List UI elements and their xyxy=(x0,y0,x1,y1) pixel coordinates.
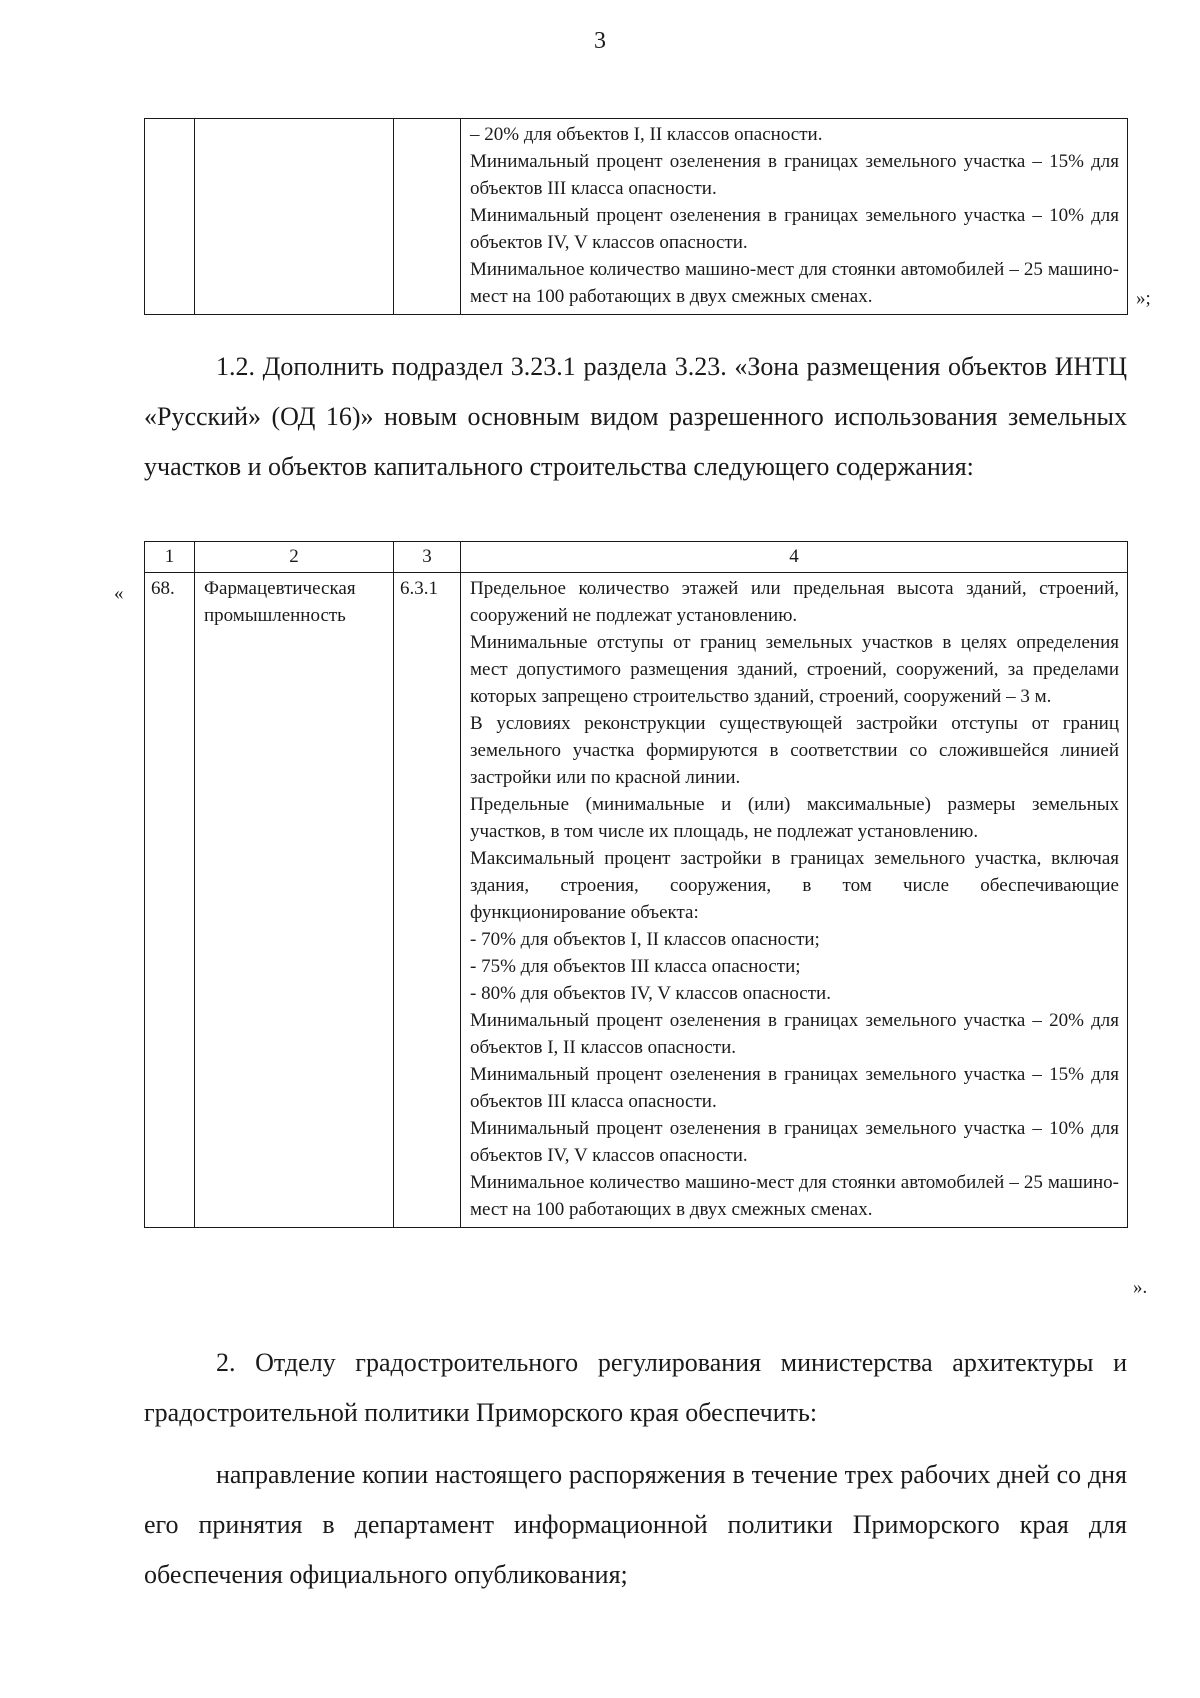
closing-quote: »; xyxy=(1136,288,1151,309)
paragraph-2: 2. Отделу градостроительного регулирования министерства архитектуры и градостроительной политики Приморского края обеспечить: xyxy=(144,1348,1127,1427)
cell-number: 68. xyxy=(145,573,195,1228)
cell-number xyxy=(145,119,195,315)
cell-description xyxy=(461,573,1128,1228)
description-line: - 80% для объектов IV, V классов опасности. xyxy=(470,983,831,1004)
opening-quote: « xyxy=(114,583,124,604)
cell-code xyxy=(394,119,461,315)
header-col-2: 2 xyxy=(195,542,394,573)
description-line: Минимальный процент озеленения в границах земельного участка – 15% для объектов III класса опасности. xyxy=(470,1064,1119,1112)
table-new-use xyxy=(144,541,1128,1228)
table-header-row xyxy=(145,542,1128,573)
cell-code: 6.3.1 xyxy=(394,573,461,1228)
closing-quote: ». xyxy=(1133,1277,1148,1298)
description-line: Максимальный процент застройки в границах земельного участка, включая здания, строения, сооружения, в том числе обеспечивающие функционирование объекта: xyxy=(470,848,1119,923)
description-line: Минимальный процент озеленения в границах земельного участка – 20% для объектов I, II классов опасности. xyxy=(470,1010,1119,1058)
description-line: Минимальный процент озеленения в границах земельного участка – 15% для объектов III класса опасности. xyxy=(470,151,1119,199)
description-line: Минимальный процент озеленения в границах земельного участка – 10% для объектов IV, V классов опасности. xyxy=(470,1118,1119,1166)
cell-description xyxy=(461,119,1128,315)
table-row xyxy=(145,573,1128,1228)
description-line: Минимальное количество машино-мест для стоянки автомобилей – 25 машино-мест на 100 работающих в двух смежных сменах. xyxy=(470,259,1119,307)
header-col-4: 4 xyxy=(461,542,1128,573)
header-col-1: 1 xyxy=(145,542,195,573)
header-col-3: 3 xyxy=(394,542,461,573)
description-line: Минимальное количество машино-мест для стоянки автомобилей – 25 машино-мест на 100 работающих в двух смежных сменах. xyxy=(470,1172,1119,1220)
description-line: – 20% для объектов I, II классов опасности. xyxy=(470,124,823,145)
description-line: Предельные (минимальные и (или) максимальные) размеры земельных участков, в том числе их площадь, не подлежат установлению. xyxy=(470,794,1119,842)
cell-name xyxy=(195,119,394,315)
description-line: Минимальные отступы от границ земельных участков в целях определения мест допустимого размещения зданий, строений, сооружений, за пределами которых запрещено строительство зданий, строений, сооружений – 3 м. xyxy=(470,632,1119,707)
paragraph-3: направление копии настоящего распоряжения в течение трех рабочих дней со дня его принятия в департамент информационной политики Приморского края для обеспечения официального опубликования; xyxy=(144,1460,1127,1589)
description-line: - 75% для объектов III класса опасности; xyxy=(470,956,801,977)
description-line: Предельное количество этажей или предельная высота зданий, строений, сооружений не подлежат установлению. xyxy=(470,578,1119,626)
page-number: 3 xyxy=(594,28,606,54)
cell-name: Фармацевтическая промышленность xyxy=(195,573,394,1228)
table-row xyxy=(145,119,1128,315)
description-line: - 70% для объектов I, II классов опасности; xyxy=(470,929,820,950)
description-line: В условиях реконструкции существующей застройки отступы от границ земельного участка формируются в соответствии со сложившейся линией застройки или по красной линии. xyxy=(470,713,1119,788)
description-line: Минимальный процент озеленения в границах земельного участка – 10% для объектов IV, V классов опасности. xyxy=(470,205,1119,253)
paragraph-1-2: 1.2. Дополнить подраздел 3.23.1 раздела 3.23. «Зона размещения объектов ИНТЦ «Русский» (ОД 16)» новым основным видом разрешенного использования земельных участков и объектов капитального строительства следующего содержания: xyxy=(144,352,1127,481)
table-continuation xyxy=(144,118,1128,315)
